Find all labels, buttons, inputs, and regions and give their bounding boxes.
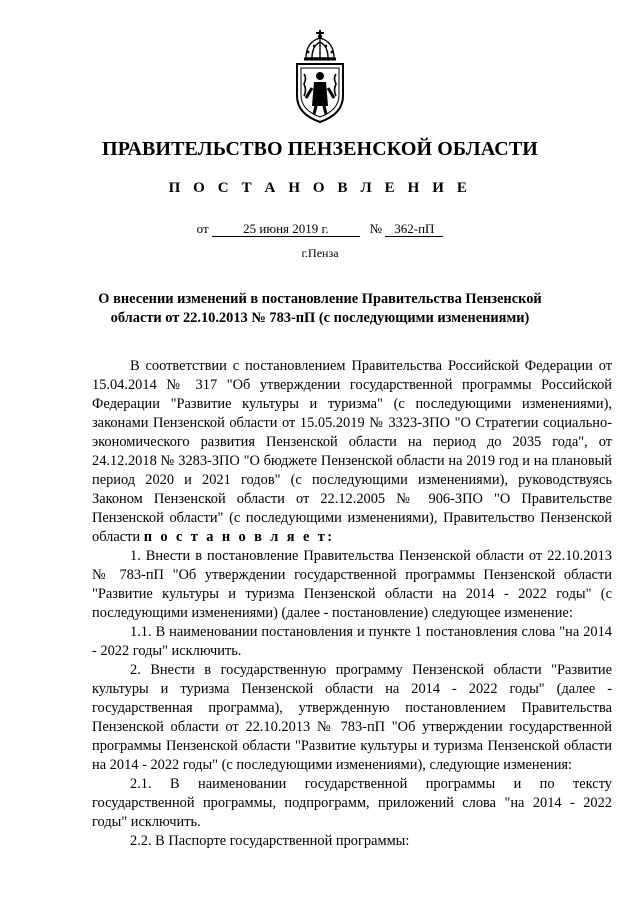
document-type: П О С Т А Н О В Л Е Н И Е xyxy=(168,180,472,196)
paragraph-1-1: 1.1. В наименовании постановления и пункте 1 постановления слова "на 2014 - 2022 годы" исключить. xyxy=(92,624,612,659)
document-date: 25 июня 2019 г. xyxy=(212,221,360,237)
city-name: г.Пенза xyxy=(301,246,339,260)
date-number-line xyxy=(0,221,640,237)
document-body xyxy=(92,357,612,851)
intro-paragraph xyxy=(92,357,612,547)
number-prefix: № xyxy=(369,221,383,236)
document-subject: О внесении изменений в постановление Правительства Пензенской области от 22.10.2013 № 783-пП (с последующими изменениями) xyxy=(98,291,542,326)
resolves-word: п о с т а н о в л я е т: xyxy=(143,529,335,545)
paragraph-2-2: 2.2. В Паспорте государственной программы: xyxy=(130,833,410,849)
government-title: ПРАВИТЕЛЬСТВО ПЕНЗЕНСКОЙ ОБЛАСТИ xyxy=(102,138,538,160)
date-prefix: от xyxy=(196,221,209,236)
document-number: 362-пП xyxy=(385,221,443,237)
paragraph-2: 2. Внести в государственную программу Пензенской области "Развитие культуры и туризма Пензенской области на 2014 - 2022 годы" (далее - государственная программа), утвержденную постановлением Правительства Пензенской области от 22.10.2013 № 783-пП "Об утверждении государственной программы Пензенской области "Развитие культуры и туризма Пензенской области на 2014 - 2022 годы" (с последующими изменениями), следующие изменения: xyxy=(92,662,612,773)
paragraph-2-1: 2.1. В наименовании государственной программы и по тексту государственной программы, подпрограмм, приложений слова "на 2014 - 2022 годы" исключить. xyxy=(92,776,612,830)
intro-text: В соответствии с постановлением Правительства Российской Федерации от 15.04.2014 № 317 "Об утверждении государственной программы Российской Федерации "Развитие культуры и туризма" (с последующими изменениями), законами Пензенской области от 15.05.2019 № 3323-ЗПО "О Стратегии социально-экономического развития Пензенской области на период до 2035 года", от 24.12.2018 № 3283-ЗПО "О бюджете Пензенской области на 2019 год и на плановый период 2020 и 2021 годов" (с последующими изменениями), руководствуясь Законом Пензенской области от 22.12.2005 № 906-ЗПО "О Правительстве Пензенской области" (с последующими изменениями), Правительство Пензенской области xyxy=(92,358,612,545)
coat-of-arms-icon xyxy=(292,28,348,124)
paragraph-1: 1. Внести в постановление Правительства Пензенской области от 22.10.2013 № 783-пП "Об утверждении государственной программы Пензенской области "Развитие культуры и туризма Пензенской области на 2014 - 2022 годы" (с последующими изменениями) (далее - постановление) следующее изменение: xyxy=(92,548,612,621)
